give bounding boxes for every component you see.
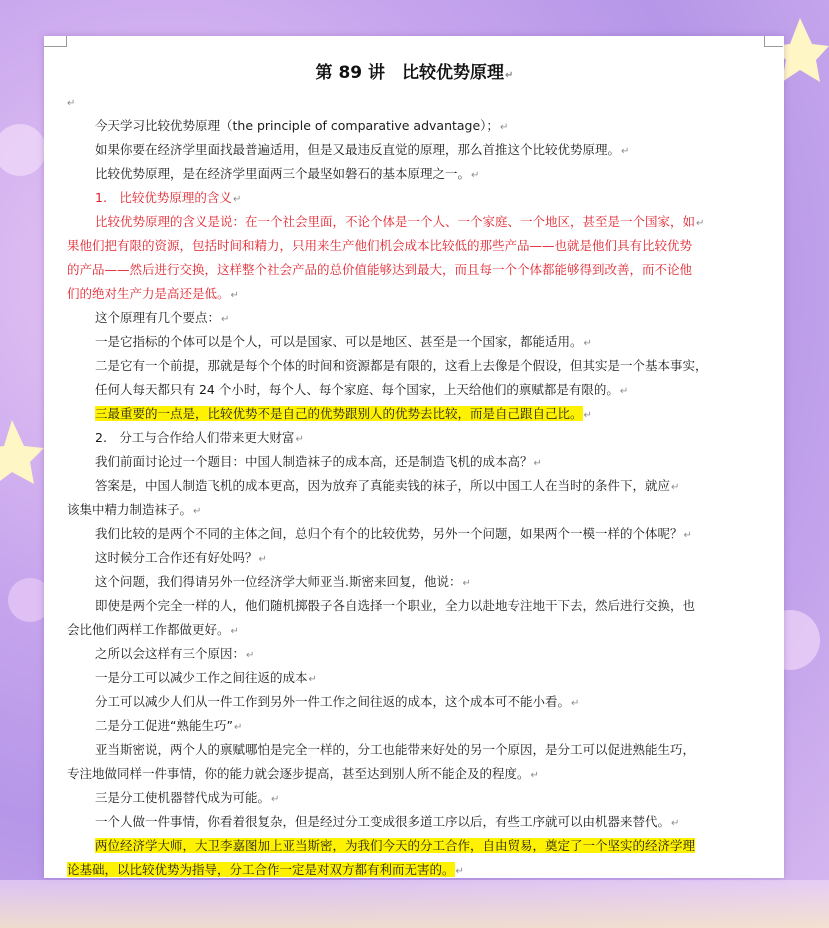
paragraph-line: 一个人做一件事情，你看着很复杂，但是经过分工变成很多道工序以后，有些工序就可以由机器来替代。↵ [95, 814, 680, 829]
paragraph-line: 二是分工促进“熟能生巧”↵ [95, 718, 243, 733]
paragraph-line: 二是它有一个前提，那就是每个个体的时间和资源都是有限的，这看上去像是个假设，但其实是一个基本事实， [95, 358, 708, 373]
paragraph-line: 这个原理有几个要点：↵ [95, 310, 230, 325]
paragraph-line: 一是它指标的个体可以是个人，可以是国家、可以是地区、甚至是一个国家，都能适用。↵ [95, 334, 592, 349]
paragraph-line: 即使是两个完全一样的人，他们随机掷骰子各自选择一个职业，全力以赴地专注地干下去，然后进行交换，也 [95, 598, 696, 613]
paragraph-line: 亚当斯密说，两个人的禀赋哪怕是完全一样的，分工也能带来好处的另一个原因，是分工可以促进熟能生巧， [95, 742, 696, 757]
empty-paragraph: ↵ [67, 98, 76, 109]
section-heading: 2. 分工与合作给人们带来更大财富↵ [95, 430, 304, 445]
document-title: 第 89 讲 比较优势原理↵ [315, 63, 514, 83]
paragraph-line: 这个问题，我们得请另外一位经济学大师亚当.斯密来回复，他说：↵ [95, 574, 471, 589]
section-heading: 1. 比较优势原理的含义↵ [95, 190, 242, 205]
paragraph-line: 比较优势原理，是在经济学里面两三个最坚如磐石的基本原理之一。↵ [95, 166, 480, 181]
paragraph-line: 一是分工可以减少工作之间往返的成本↵ [95, 670, 317, 685]
paragraph-line: 我们前面讨论过一个题目：中国人制造袜子的成本高，还是制造飞机的成本高？↵ [95, 454, 542, 469]
paragraph-line: 如果你要在经济学里面找最普遍适用，但是又最违反直觉的原理，那么首推这个比较优势原理。↵ [95, 142, 630, 157]
highlighted-paragraph: 两位经济学大师，大卫李嘉图加上亚当斯密，为我们今天的分工合作，自由贸易，奠定了一个坚实的经济学理 [95, 838, 696, 853]
paragraph-line: 该集中精力制造袜子。↵ [67, 502, 202, 517]
highlighted-paragraph: 论基础，以比较优势为指导，分工合作一定是对双方都有利而无害的。↵ [67, 862, 464, 877]
star-decoration [0, 420, 44, 484]
paragraph-line: 任何人每天都只有 24 个小时，每个人、每个家庭、每个国家，上天给他们的禀赋都是有限的。↵ [95, 382, 629, 397]
paragraph-line: 三是分工使机器替代成为可能。↵ [95, 790, 280, 805]
paragraph-line: 专注地做同样一件事情，你的能力就会逐步提高，甚至达到别人所不能企及的程度。↵ [67, 766, 539, 781]
paragraph-line: 果他们把有限的资源，包括时间和精力，只用来生产他们机会成本比较低的那些产品——也就是他们具有比较优势 [67, 238, 693, 253]
paragraph-line: 会比他们两样工作都做更好。↵ [67, 622, 239, 637]
page-corner-mark [44, 36, 67, 47]
paragraph-line: 今天学习比较优势原理（the principle of comparative advantage）；↵ [95, 118, 509, 133]
paragraph-line: 比较优势原理的含义是说：在一个社会里面，不论个体是一个人、一个家庭、一个地区，甚至是一个国家，如↵ [95, 214, 705, 229]
paragraph-line: 的产品——然后进行交换，这样整个社会产品的总价值能够达到最大，而且每一个个体都能够得到改善，而不论他 [67, 262, 693, 277]
bottom-glitter-decoration [0, 880, 829, 928]
paragraph-line: 们的绝对生产力是高还是低。↵ [67, 286, 239, 301]
paragraph-line: 分工可以减少人们从一件工作到另外一件工作之间往返的成本，这个成本可不能小看。↵ [95, 694, 580, 709]
highlighted-paragraph: 三最重要的一点是，比较优势不是自己的优势跟别人的优势去比较，而是自己跟自己比。↵ [95, 406, 592, 421]
paragraph-line: 之所以会这样有三个原因：↵ [95, 646, 255, 661]
paragraph-line: 我们比较的是两个不同的主体之间，总归个有个的比较优势，另外一个问题，如果两个一模一样的个体呢？↵ [95, 526, 692, 541]
page-corner-mark [764, 36, 783, 47]
paragraph-line: 这时候分工合作还有好处吗？↵ [95, 550, 267, 565]
paragraph-line: 答案是，中国人制造飞机的成本更高，因为放弃了真能卖钱的袜子，所以中国工人在当时的条件下，就应↵ [95, 478, 680, 493]
